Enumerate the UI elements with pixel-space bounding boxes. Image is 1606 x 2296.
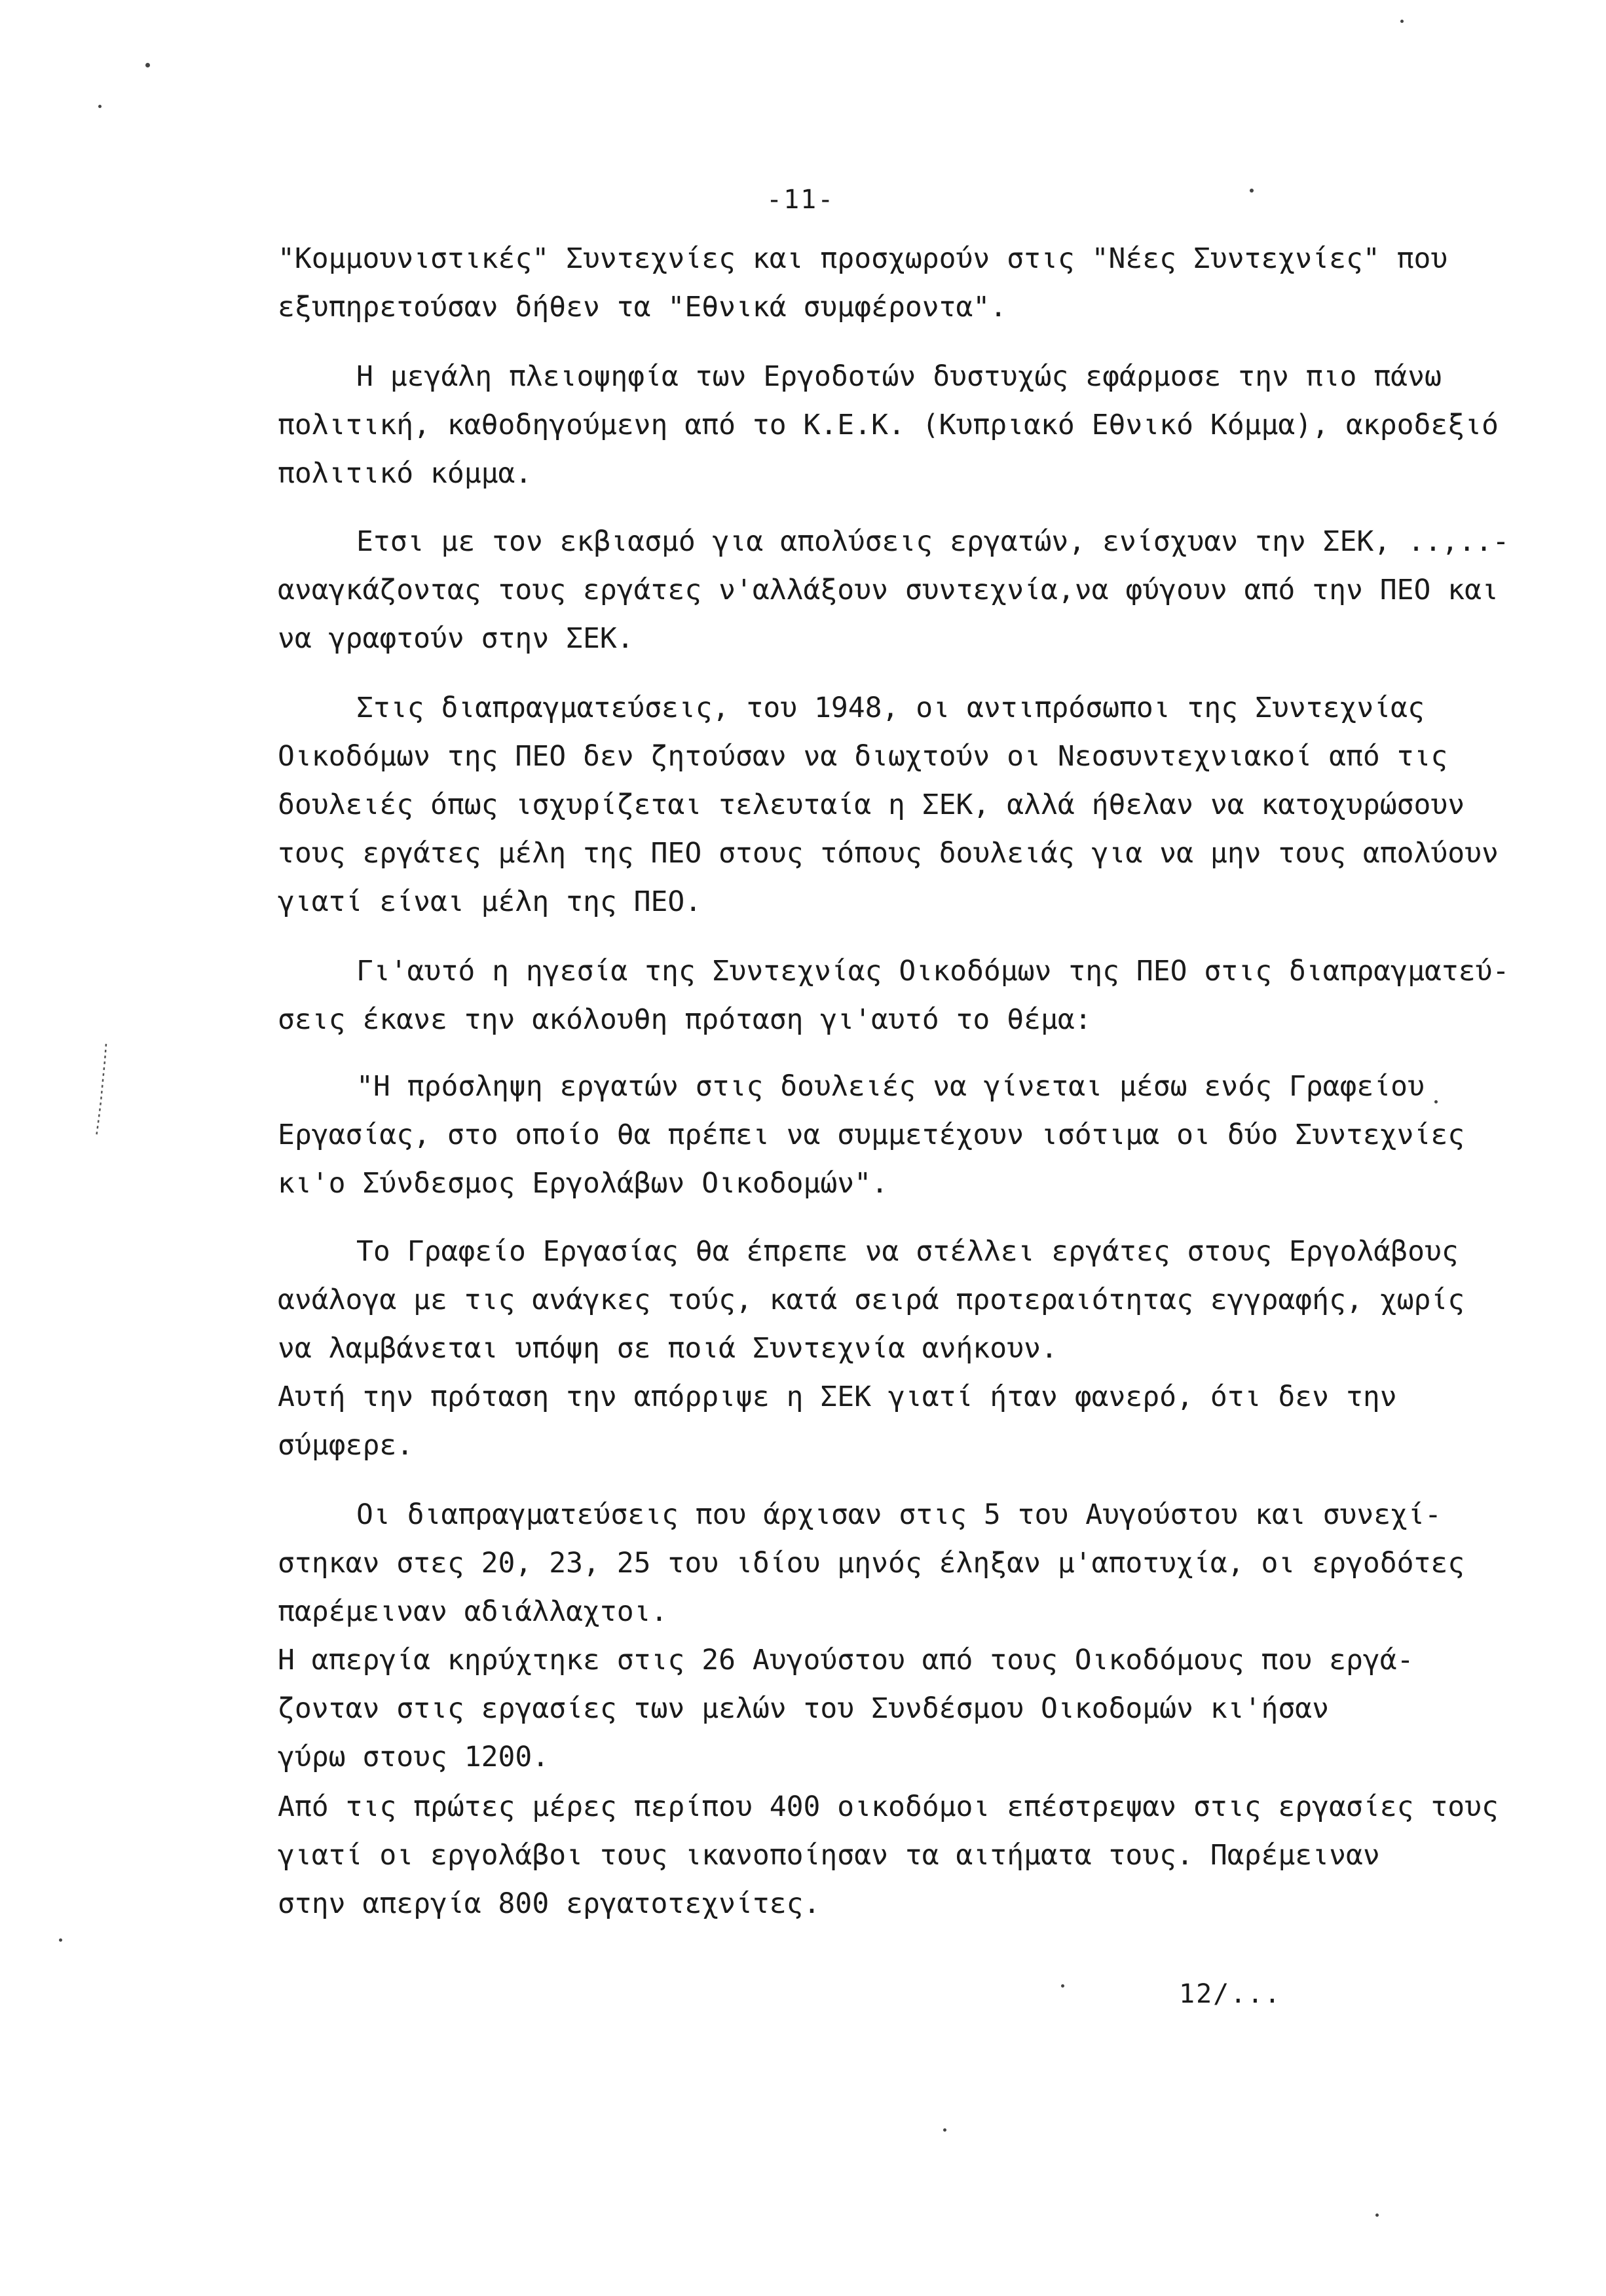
text-line: πολιτική, καθοδηγούμενη από το Κ.Ε.Κ. (Κυπριακό Εθνικό Κόμμα), ακροδεξιό (278, 409, 1499, 441)
text-line: παρέμειναν αδιάλλαχτοι. (278, 1595, 668, 1628)
scan-speck (1400, 20, 1404, 23)
paragraph-8 (278, 1491, 1470, 1636)
text-line: "Η πρόσληψη εργατών στις δουλειές να γίνεται μέσω ενός Γραφείου (356, 1070, 1425, 1103)
text-line: "Κομμουνιστικές" Συντεχνίες και προσχωρούν στις "Νέες Συντεχνίες" που (278, 242, 1448, 275)
text-line: Εργασίας, στο οποίο θα πρέπει να συμμετέχουν ισότιμα οι δύο Συντεχνίες (278, 1119, 1465, 1151)
margin-pencil-mark (92, 1041, 111, 1139)
text-line: ανάλογα με τις ανάγκες τούς, κατά σειρά προτεραιότητας εγγραφής, χωρίς (278, 1284, 1465, 1316)
text-line: να λαμβάνεται υπόψη σε ποιά Συντεχνία ανήκουν. (278, 1332, 1058, 1365)
text-line: Η μεγάλη πλειοψηφία των Εργοδοτών δυστυχώς εφάρμοσε την πιο πάνω (356, 360, 1442, 393)
continuation-marker: 12/... (1179, 1979, 1282, 2009)
scan-speck (59, 1938, 62, 1942)
text-line: τους εργάτες μέλη της ΠΕΟ στους τόπους δουλειάς για να μην τους απολύουν (278, 837, 1499, 870)
scan-speck (943, 2128, 946, 2132)
text-line: πολιτικό κόμμα. (278, 457, 532, 490)
text-line: στην απεργία 800 εργατοτεχνίτες. (278, 1887, 821, 1920)
scan-speck (145, 63, 150, 67)
text-line: γιατί οι εργολάβοι τους ικανοποίησαν τα αιτήματα τους. Παρέμειναν (278, 1839, 1380, 1872)
text-line: γύρω στους 1200. (278, 1741, 550, 1773)
text-line: Από τις πρώτες μέρες περίπου 400 οικοδόμοι επέστρεψαν στις εργασίες τους (278, 1790, 1499, 1823)
text-line: κι'ο Σύνδεσμος Εργολάβων Οικοδομών". (278, 1167, 888, 1200)
text-line: εξυπηρετούσαν δήθεν τα "Εθνικά συμφέροντα". (278, 291, 1007, 324)
paragraph-1 (278, 352, 1499, 498)
paragraph-7 (278, 1373, 1470, 1470)
paragraph-6 (278, 1227, 1470, 1373)
scan-speck (1250, 189, 1254, 193)
paragraph-5-quote (278, 1062, 1470, 1208)
paragraph-10 (278, 1783, 1499, 1928)
text-line: Το Γραφείο Εργασίας θα έπρεπε να στέλλει εργάτες στους Εργολάβους (356, 1235, 1459, 1268)
text-line: Αυτή την πρόταση την απόρριψε η ΣΕΚ γιατί ήταν φανερό, ότι δεν την (278, 1380, 1397, 1413)
text-line: στηκαν στες 20, 23, 25 του ιδίου μηνός έληξαν μ'αποτυχία, οι εργοδότες (278, 1547, 1465, 1580)
paragraph-3 (278, 684, 1499, 926)
paragraph-9 (278, 1636, 1470, 1781)
text-line: Γι'αυτό η ηγεσία της Συντεχνίας Οικοδόμων της ΠΕΟ στις διαπραγματεύ- (356, 955, 1510, 988)
text-line: δουλειές όπως ισχυρίζεται τελευταία η ΣΕΚ, αλλά ήθελαν να κατοχυρώσουν (278, 788, 1465, 821)
paragraph-4 (278, 947, 1510, 1044)
text-line: Οι διαπραγματεύσεις που άρχισαν στις 5 του Αυγούστου και συνεχί- (356, 1498, 1442, 1531)
page-number: -11- (766, 185, 835, 215)
text-line: γιατί είναι μέλη της ΠΕΟ. (278, 885, 702, 918)
text-line: σεις έκανε την ακόλουθη πρόταση γι'αυτό το θέμα: (278, 1003, 1092, 1036)
scan-speck (1434, 1100, 1438, 1103)
paragraph-2 (278, 517, 1510, 663)
text-line: Στις διαπραγματεύσεις, του 1948, οι αντιπρόσωποι της Συντεχνίας (356, 692, 1425, 724)
text-line: να γραφτούν στην ΣΕΚ. (278, 622, 634, 655)
paragraph-0 (278, 234, 1470, 331)
scan-speck (1061, 1984, 1064, 1988)
text-line: σύμφερε. (278, 1429, 414, 1462)
scan-speck (1375, 2213, 1379, 2217)
text-line: Η απεργία κηρύχτηκε στις 26 Αυγούστου από τους Οικοδόμους που εργά- (278, 1644, 1414, 1676)
scan-speck (98, 105, 102, 108)
text-line: Οικοδόμων της ΠΕΟ δεν ζητούσαν να διωχτούν οι Νεοσυντεχνιακοί από τις (278, 740, 1448, 773)
text-line: Ετσι με τον εκβιασμό για απολύσεις εργατών, ενίσχυαν την ΣΕΚ, ..,..- (356, 525, 1510, 558)
text-line: αναγκάζοντας τους εργάτες ν'αλλάξουν συντεχνία,να φύγουν από την ΠΕΟ και (278, 574, 1499, 606)
text-line: ζονταν στις εργασίες των μελών του Συνδέσμου Οικοδομών κι'ήσαν (278, 1692, 1330, 1725)
